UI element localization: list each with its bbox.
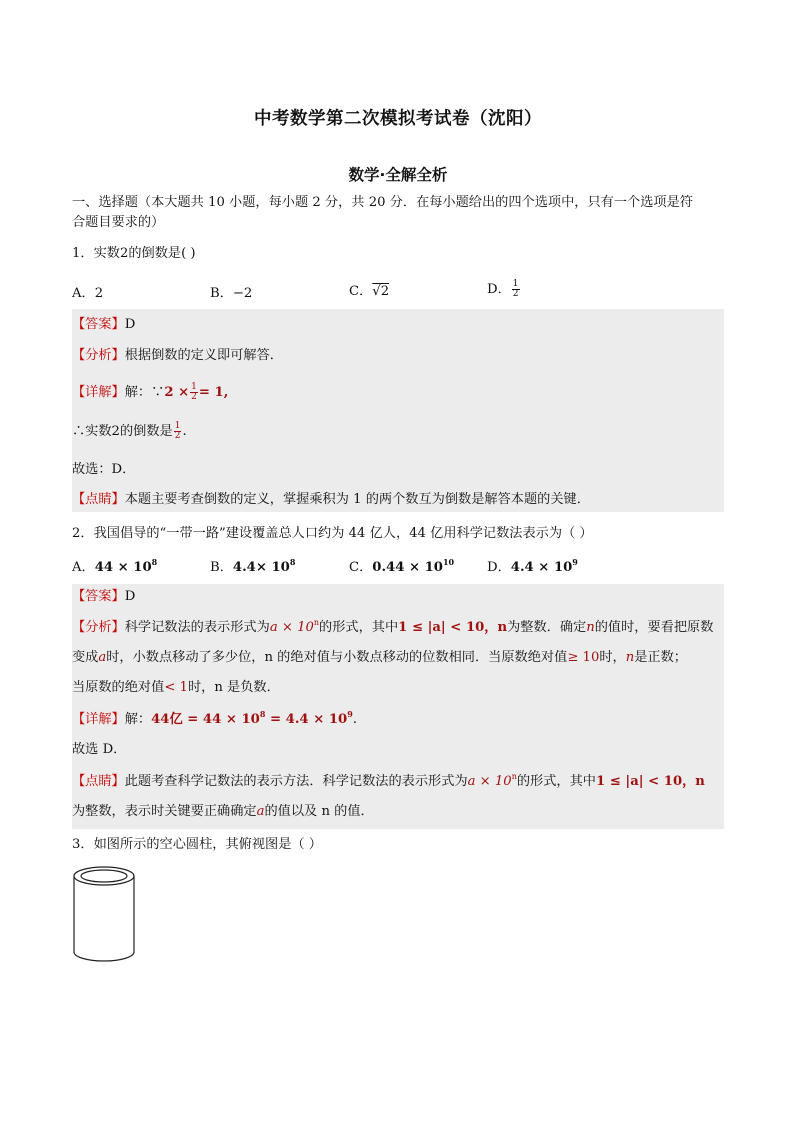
- page-subtitle: 数学·全解全析: [348, 166, 448, 184]
- q2-option-d: D．$4.4 \times 10^9$: [487, 557, 578, 575]
- q1-analysis: 【分析】根据倒数的定义即可解答．: [72, 348, 283, 363]
- q2-option-c: C．$0.44 \times 10^{10}$: [349, 557, 455, 575]
- page-title: 中考数学第二次模拟考试卷（沈阳）: [254, 109, 542, 129]
- section-heading: 一、选择题（本大题共 10 小题，每小题 2 分，共 20 分．在每小题给出的四个选项中，只有一个选项是符: [72, 195, 693, 210]
- question-3-stem: 3．如图所示的空心圆柱，其俯视图是（ ）: [72, 837, 322, 852]
- q1-option-a: A．2: [72, 286, 104, 301]
- q1-option-b: B．−2: [210, 286, 253, 301]
- q1-choose: 故选：D．: [72, 462, 136, 477]
- q2-choose: 故选 D．: [72, 742, 127, 757]
- q1-answer: 【答案】D: [72, 317, 136, 332]
- q1-comment: 【点睛】本题主要考查倒数的定义，掌握乘积为 1 的两个数互为倒数是解答本题的关键．: [72, 492, 590, 507]
- question-2-stem: 2．我国倡导的“一带一路”建设覆盖总人口约为 44 亿人，44 亿用科学记数法表示为（ ）: [72, 526, 593, 541]
- q1-solution-box: [72, 309, 724, 512]
- section-heading-cont: 合题目要求的）: [72, 215, 165, 230]
- q2-analysis-line-1: 【分析】科学记数法的表示形式为$a \times 10^n$的形式，其中1 ≤ |a| < 10，n为整数．确定n的值时，要看把原数: [72, 618, 714, 635]
- q2-option-a: A．$44 \times 10^8$: [72, 557, 158, 575]
- q1-detail: 【详解】解：∵2 × $\frac{1}{2}$ = 1,: [72, 382, 229, 402]
- hollow-cylinder-figure: [72, 864, 142, 964]
- q2-analysis-line-3: 当原数的绝对值< 1时，n 是负数．: [72, 680, 280, 695]
- question-1-stem: 1．实数2的倒数是( ): [72, 246, 196, 261]
- q2-answer: 【答案】D: [72, 589, 136, 604]
- q1-option-c: C．√2: [349, 284, 390, 299]
- q1-option-d: D． $\frac{1}{2}$: [487, 279, 519, 299]
- q2-solution-box: [72, 584, 724, 829]
- q2-analysis-line-2: 变成a时，小数点移动了多少位，n 的绝对值与小数点移动的位数相同．当原数绝对值≥ 10时，n是正数；: [72, 650, 687, 665]
- q2-comment-line-1: 【点睛】此题考查科学记数法的表示方法．科学记数法的表示形式为$a \times 10^n$的形式，其中1 ≤ |a| < 10，n: [72, 772, 705, 789]
- q2-detail: 【详解】解：44亿 = $44 \times 10^8 = 4.4 \times 10^9$.: [72, 709, 357, 727]
- q2-comment-line-2: 为整数，表示时关键要正确确定a的值以及 n 的值．: [72, 804, 374, 819]
- q1-therefore: ∴实数2的倒数是 $\frac{1}{2}$ .: [72, 421, 187, 441]
- q2-option-b: B．$4.4\times 10^8$: [210, 557, 296, 575]
